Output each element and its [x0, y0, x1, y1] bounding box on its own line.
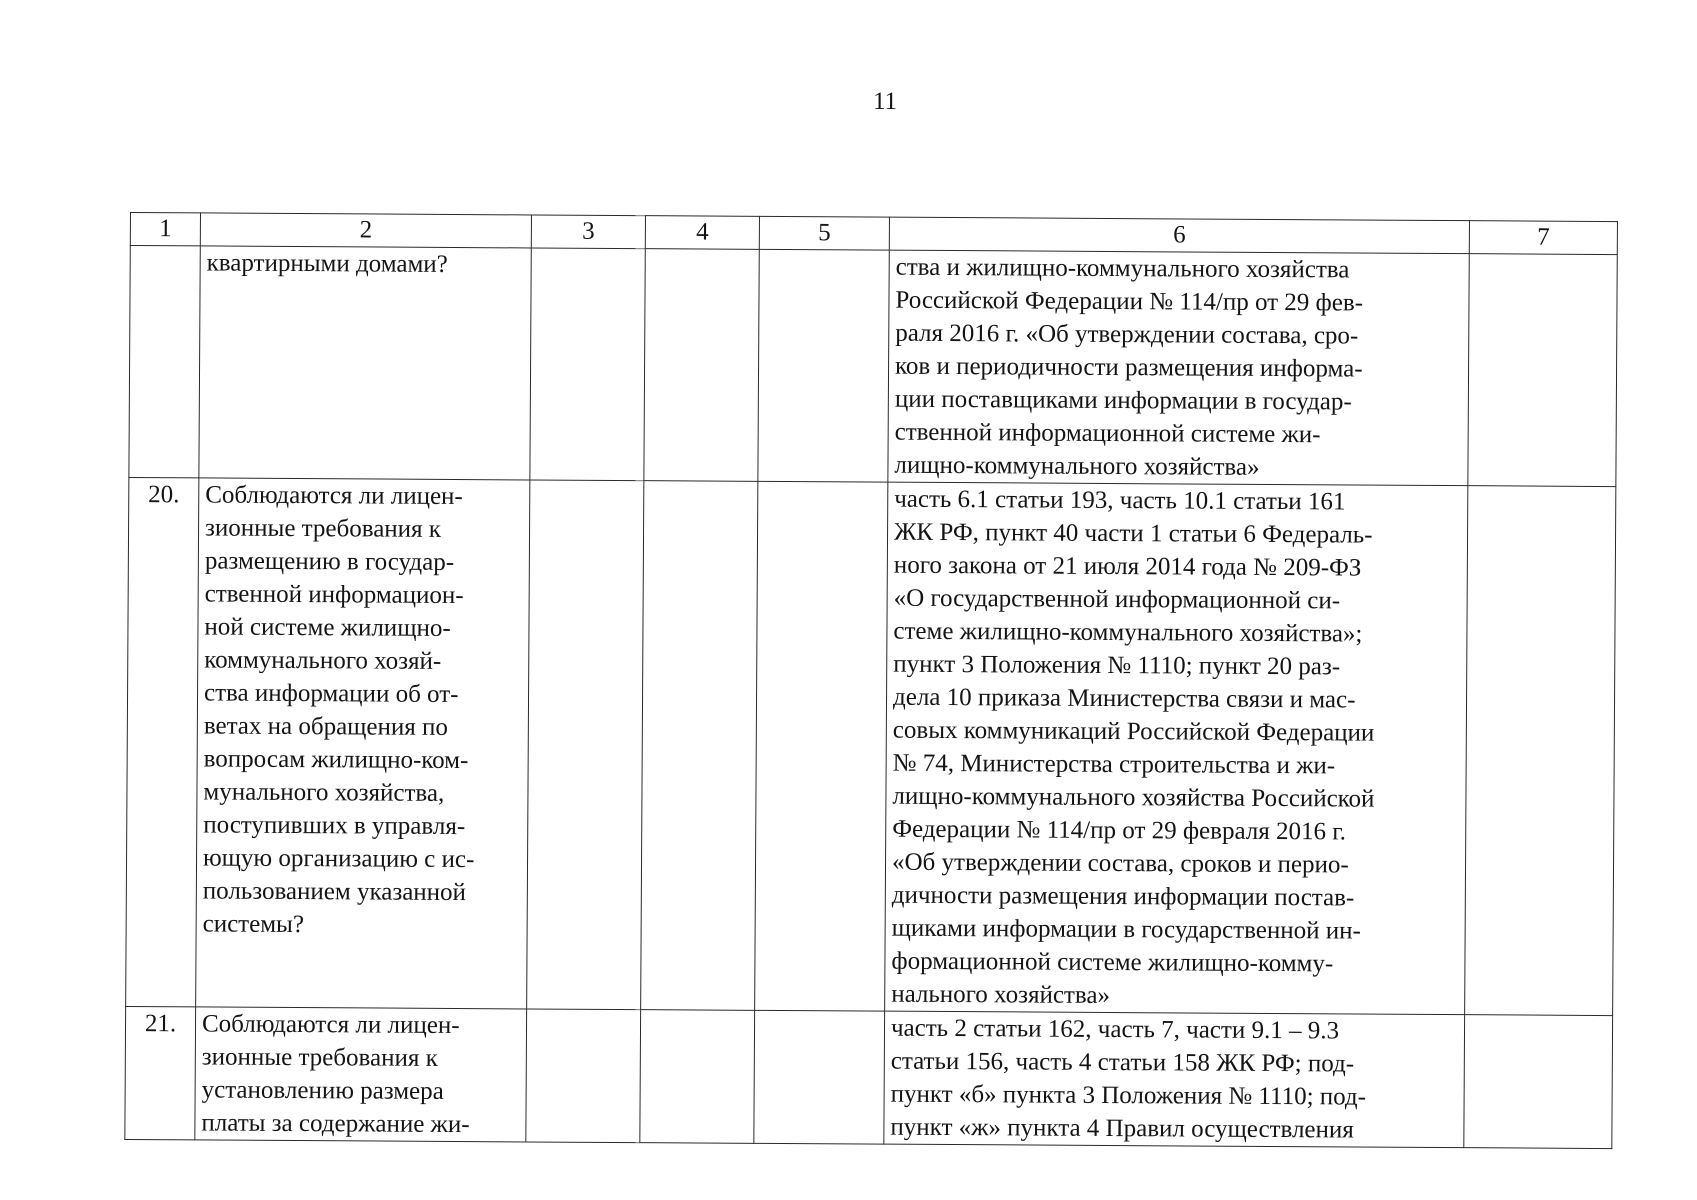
table-row	[125, 1006, 1613, 1148]
row-number: 20.	[126, 477, 199, 1006]
column-header-5: 5	[759, 216, 889, 250]
empty-cell	[644, 249, 759, 482]
column-header-3: 3	[531, 215, 645, 249]
column-header-6: 6	[889, 217, 1469, 254]
empty-cell	[1468, 254, 1617, 487]
question-cell: квартирными домами?	[199, 246, 531, 480]
empty-cell	[640, 1010, 755, 1144]
empty-cell	[526, 1009, 641, 1143]
page-number: 11	[872, 88, 898, 115]
row-number: 21.	[125, 1006, 196, 1139]
question-cell: Соблюдаются ли лицен- зионные требования к установлению размера платы за содержание жи-	[195, 1007, 527, 1142]
row-number	[129, 246, 200, 478]
legal-reference-cell: ства и жилищно-коммунального хозяйства Российской Федерации № 114/пр от 29 фев- раля 2016 г. «Об утверждении состава, сро- ков и периодичности размещения информа- ции поставщиками информации в государ- ственной информационной системе жи- лищно-коммунального хозяйства»	[888, 250, 1469, 486]
empty-cell	[758, 249, 889, 482]
column-header-2: 2	[200, 213, 531, 248]
empty-cell	[641, 481, 758, 1011]
table-row	[126, 477, 1616, 1015]
empty-cell	[1464, 1015, 1613, 1149]
table-row	[129, 246, 1617, 487]
column-header-4: 4	[645, 216, 759, 250]
column-header-7: 7	[1469, 221, 1617, 255]
empty-cell	[1465, 486, 1616, 1016]
legal-reference-cell: часть 6.1 статьи 193, часть 10.1 статьи 161 ЖК РФ, пункт 40 части 1 статьи 6 Федераль- ного закона от 21 июля 2014 года № 209-ФЗ «О государственной информационной си- стеме жилищно-коммунального хозяйства»; пункт 3 Положения № 1110; пункт 20 раз- дела 10 приказа Министерства связи и мас- совых коммуникаций Российской Федерации № 74, Министерства строительства и жи- лищно-коммунального хозяйства Российской Федерации № 114/пр от 29 февраля 2016 г. «Об утверждении состава, сроков и перио- дичности размещения информации постав- щиками информации в государственной ин- формационной системе жилищно-комму- нального хозяйства»	[885, 482, 1468, 1015]
question-cell: Соблюдаются ли лицен- зионные требования к размещению в государ- ственной информацион- ной системе жилищно- коммунального хозяй- ства информации об от- ветах на обращения по вопросам жилищно-ком- мунального хозяйства, поступивших в управля- ющую организацию с ис- пользованием указанной системы?	[196, 478, 530, 1009]
empty-cell	[755, 481, 888, 1011]
empty-cell	[530, 248, 645, 481]
legal-reference-cell: часть 2 статьи 162, часть 7, части 9.1 – 9.3 статьи 156, часть 4 статьи 158 ЖК РФ; под- пункт «б» пункта 3 Положения № 1110; под- пункт «ж» пункта 4 Правил осуществления	[884, 1011, 1465, 1148]
empty-cell	[527, 480, 644, 1010]
column-header-1: 1	[130, 213, 200, 246]
checklist-table	[124, 212, 1618, 1149]
empty-cell	[754, 1010, 885, 1144]
